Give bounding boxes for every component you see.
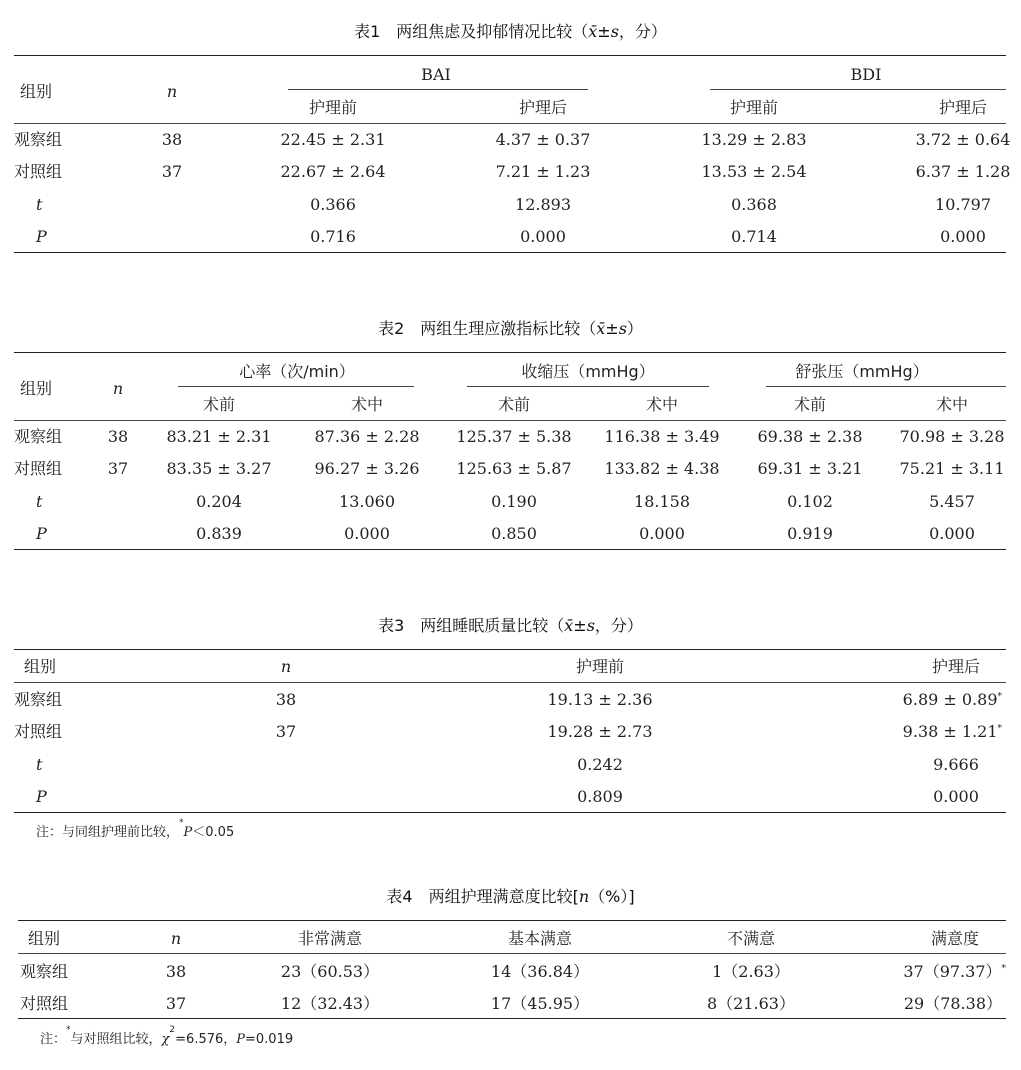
row-label: t bbox=[36, 755, 43, 774]
cell: 29（78.38） bbox=[903, 994, 1002, 1013]
cell: 7.21 ± 1.23 bbox=[495, 162, 591, 181]
row-n: 37 bbox=[165, 994, 187, 1013]
row-label: P bbox=[36, 227, 47, 246]
cell: 12.893 bbox=[515, 195, 571, 214]
header-mid: 术中 bbox=[935, 395, 969, 414]
bottom-rule bbox=[14, 812, 1006, 813]
cell: 70.98 ± 3.28 bbox=[899, 427, 1005, 446]
row-n: 37 bbox=[161, 162, 183, 181]
cell: 0.102 bbox=[787, 492, 833, 511]
header-bdi-before: 护理前 bbox=[729, 98, 779, 117]
cell: 96.27 ± 3.26 bbox=[314, 459, 420, 478]
cell: 0.850 bbox=[491, 524, 537, 543]
cell: 0.714 bbox=[731, 227, 777, 246]
cell: 3.72 ± 0.64 bbox=[915, 130, 1011, 149]
header-mid: 术中 bbox=[645, 395, 679, 414]
cell: 125.63 ± 5.87 bbox=[456, 459, 572, 478]
header-satisfaction-rate: 满意度 bbox=[930, 929, 980, 948]
top-rule bbox=[14, 352, 1006, 353]
cell: 1（2.63） bbox=[712, 962, 790, 981]
header-not-satisfied: 不满意 bbox=[726, 929, 776, 948]
row-label: 观察组 bbox=[14, 427, 63, 446]
row-n: 38 bbox=[275, 690, 297, 709]
cell: 83.21 ± 2.31 bbox=[166, 427, 272, 446]
header-systolic: 收缩压（mmHg） bbox=[521, 362, 655, 381]
header-n: n bbox=[280, 657, 292, 676]
cell: 0.000 bbox=[933, 787, 979, 806]
header-after: 护理后 bbox=[931, 657, 981, 676]
cell: 9.38 ± 1.21* bbox=[902, 722, 1002, 741]
cell: 13.53 ± 2.54 bbox=[701, 162, 807, 181]
bottom-rule bbox=[14, 549, 1006, 550]
header-very-satisfied: 非常满意 bbox=[297, 929, 363, 948]
header-group: 组别 bbox=[20, 379, 53, 398]
header-bai-before: 护理前 bbox=[308, 98, 358, 117]
header-rule bbox=[18, 953, 1006, 954]
row-label: 观察组 bbox=[14, 690, 63, 709]
cell: 12（32.43） bbox=[280, 994, 380, 1013]
row-n: 38 bbox=[161, 130, 183, 149]
row-label: 对照组 bbox=[14, 162, 63, 181]
header-pre: 术前 bbox=[202, 395, 236, 414]
header-bdi-after: 护理后 bbox=[938, 98, 988, 117]
header-basic-satisfied: 基本满意 bbox=[507, 929, 573, 948]
header-group: 组别 bbox=[28, 929, 61, 948]
cell: 18.158 bbox=[634, 492, 690, 511]
table-2-title: 表2 两组生理应激指标比较（x̄±s） bbox=[378, 319, 643, 338]
header-bai-after: 护理后 bbox=[518, 98, 568, 117]
bai-rule bbox=[288, 89, 588, 90]
cell: 13.29 ± 2.83 bbox=[701, 130, 807, 149]
cell: 0.204 bbox=[196, 492, 242, 511]
row-label: t bbox=[36, 492, 43, 511]
header-n: n bbox=[166, 82, 178, 101]
header-bai: BAI bbox=[421, 65, 451, 84]
cell: 75.21 ± 3.11 bbox=[899, 459, 1005, 478]
row-label: P bbox=[36, 524, 47, 543]
row-label: 观察组 bbox=[14, 130, 63, 149]
header-diastolic: 舒张压（mmHg） bbox=[795, 362, 929, 381]
bottom-rule bbox=[18, 1018, 1006, 1019]
table-4-title: 表4 两组护理满意度比较[n（%）] bbox=[386, 887, 635, 906]
cell: 0.000 bbox=[940, 227, 986, 246]
table-3-title: 表3 两组睡眠质量比较（x̄±s，分） bbox=[378, 616, 643, 635]
significance-mark: * bbox=[997, 692, 1002, 702]
cell: 19.13 ± 2.36 bbox=[547, 690, 653, 709]
row-n: 37 bbox=[275, 722, 297, 741]
header-rule bbox=[14, 123, 1006, 124]
cell: 83.35 ± 3.27 bbox=[166, 459, 272, 478]
cell: 0.368 bbox=[731, 195, 777, 214]
top-rule bbox=[18, 920, 1006, 921]
cell: 37（97.37）* bbox=[903, 962, 1006, 981]
row-label: 对照组 bbox=[14, 459, 63, 478]
row-n: 38 bbox=[107, 427, 129, 446]
cell: 125.37 ± 5.38 bbox=[456, 427, 572, 446]
cell: 69.31 ± 3.21 bbox=[757, 459, 863, 478]
bottom-rule bbox=[14, 252, 1006, 253]
cell: 0.190 bbox=[491, 492, 537, 511]
row-label: 观察组 bbox=[20, 962, 69, 981]
top-rule bbox=[14, 649, 1006, 650]
table-4-note: 注：*与对照组比较，$\chi^2=6.576$，P=0.019 bbox=[40, 1025, 294, 1047]
dbp-rule bbox=[766, 386, 1006, 387]
header-n: n bbox=[170, 929, 182, 948]
cell: 9.666 bbox=[933, 755, 979, 774]
sbp-rule bbox=[467, 386, 709, 387]
cell: 22.67 ± 2.64 bbox=[280, 162, 386, 181]
row-n: 38 bbox=[165, 962, 187, 981]
cell: 0.000 bbox=[520, 227, 566, 246]
cell: 0.366 bbox=[310, 195, 356, 214]
cell: 0.000 bbox=[929, 524, 975, 543]
cell: 6.89 ± 0.89* bbox=[902, 690, 1002, 709]
header-before: 护理前 bbox=[575, 657, 625, 676]
significance-mark: * bbox=[997, 724, 1002, 734]
header-mid: 术中 bbox=[350, 395, 384, 414]
cell: 0.839 bbox=[196, 524, 242, 543]
cell: 0.242 bbox=[577, 755, 623, 774]
significance-mark: * bbox=[1001, 964, 1006, 974]
cell: 5.457 bbox=[929, 492, 975, 511]
header-rule bbox=[14, 420, 1006, 421]
cell: 87.36 ± 2.28 bbox=[314, 427, 420, 446]
cell: 4.37 ± 0.37 bbox=[495, 130, 591, 149]
hr-rule bbox=[178, 386, 414, 387]
header-group: 组别 bbox=[20, 82, 53, 101]
cell: 116.38 ± 3.49 bbox=[604, 427, 720, 446]
header-n: n bbox=[112, 379, 124, 398]
cell: 69.38 ± 2.38 bbox=[757, 427, 863, 446]
table-1-title: 表1 两组焦虑及抑郁情况比较（x̄±s，分） bbox=[354, 22, 667, 41]
cell: 0.919 bbox=[787, 524, 833, 543]
cell: 8（21.63） bbox=[707, 994, 795, 1013]
cell: 19.28 ± 2.73 bbox=[547, 722, 653, 741]
cell: 133.82 ± 4.38 bbox=[604, 459, 720, 478]
header-pre: 术前 bbox=[793, 395, 827, 414]
top-rule bbox=[14, 55, 1006, 56]
header-bdi: BDI bbox=[850, 65, 882, 84]
row-label: 对照组 bbox=[20, 994, 69, 1013]
header-heart-rate: 心率（次/min） bbox=[239, 362, 355, 381]
row-label: t bbox=[36, 195, 43, 214]
cell: 0.716 bbox=[310, 227, 356, 246]
cell: 0.000 bbox=[639, 524, 685, 543]
row-label: 对照组 bbox=[14, 722, 63, 741]
cell: 13.060 bbox=[339, 492, 395, 511]
header-rule bbox=[14, 682, 1006, 683]
cell: 17（45.95） bbox=[490, 994, 590, 1013]
cell: 23（60.53） bbox=[280, 962, 380, 981]
cell: 6.37 ± 1.28 bbox=[915, 162, 1011, 181]
header-pre: 术前 bbox=[497, 395, 531, 414]
bdi-rule bbox=[710, 89, 1006, 90]
table-3-note: 注：与同组护理前比较，*P＜0.05 bbox=[36, 818, 235, 840]
cell: 10.797 bbox=[935, 195, 991, 214]
cell: 0.000 bbox=[344, 524, 390, 543]
row-n: 37 bbox=[107, 459, 129, 478]
cell: 22.45 ± 2.31 bbox=[280, 130, 386, 149]
row-label: P bbox=[36, 787, 47, 806]
header-group: 组别 bbox=[24, 657, 57, 676]
cell: 14（36.84） bbox=[490, 962, 590, 981]
cell: 0.809 bbox=[577, 787, 623, 806]
